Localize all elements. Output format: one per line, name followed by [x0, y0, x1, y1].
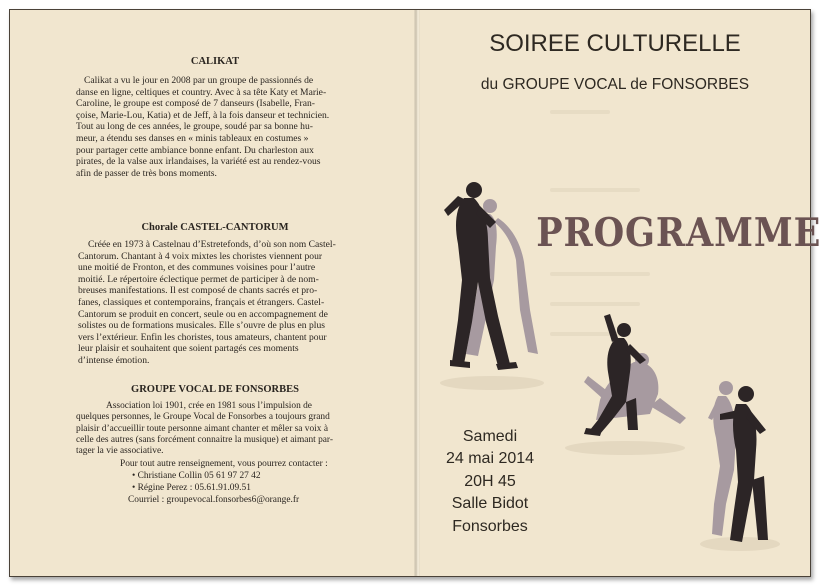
- dancing-couple-dip-icon: [565, 314, 686, 455]
- castel-line: d’intense émotion.: [78, 354, 150, 366]
- contact-collin: Christiane Collin 05 61 97 27 42: [137, 471, 261, 481]
- groupe-paragraph: [76, 401, 388, 457]
- calikat-title: CALIKAT: [190, 56, 240, 67]
- castel-paragraph: [78, 239, 380, 367]
- calikat-line: danse en ligne, celtiques et country. Avec à sa tête Katy et Marie-: [76, 86, 327, 98]
- dancing-couple-swing-icon: [700, 381, 780, 551]
- contact-perez: Régine Perez : 05.61.91.09.51: [137, 483, 251, 493]
- castel-line: solistes ou de formations musicales. Elle s’ouvre de plus en plus: [78, 320, 325, 332]
- groupe-line: celle des autres (sans forcément connaitre la musique) et aimant par-: [76, 434, 333, 445]
- groupe-line: tager la vie associative.: [76, 446, 164, 457]
- groupe-line: Association loi 1901, crée en 1981 sous l’impulsion de: [106, 401, 312, 411]
- castel-line: Créée en 1973 à Castelnau d’Estretefonds, d’où son nom Castel-: [88, 239, 336, 250]
- dancing-couple-tango-icon: [440, 182, 544, 390]
- event-details: [430, 426, 550, 538]
- calikat-line: afin de passer de très bons moments.: [76, 167, 217, 179]
- event-town: Fonsorbes: [452, 517, 528, 535]
- castel-line: fanes, classiques et contemporains, français et étrangers. Castel-: [78, 296, 325, 308]
- calikat-paragraph: [76, 75, 381, 179]
- castel-line: breuses manifestations. Il est composé de chants sacrés et pro-: [78, 285, 318, 297]
- groupe-title: GROUPE VOCAL DE FONSORBES: [131, 384, 299, 395]
- calikat-line: Tout au long de ces années, le groupe, soudé par sa bonne hu-: [76, 121, 313, 133]
- contact-item: [132, 471, 392, 483]
- calikat-line: pirates, de la valse aux irlandaises, la variété est au rendez-vous: [76, 156, 321, 168]
- castel-line: une moitié de Fronton, et des communes voisines pour l’autre: [78, 262, 316, 274]
- groupe-line: plaisir d’accueillir toute personne aimant chanter et mêler sa voix à: [76, 423, 328, 434]
- calikat-line: Caroline, le groupe est composé de 7 danseurs (Isabelle, Fran-: [76, 98, 315, 110]
- bullet-icon: •: [132, 483, 136, 493]
- event-subtitle: du GROUPE VOCAL de FONSORBES: [480, 76, 750, 93]
- calikat-line: çoise, Marie-Lou, Katia) et de Jeff, à la fois danseur et technicien.: [76, 109, 330, 121]
- castel-line: leur plaisir et souhaitent que soient partagés ces moments: [78, 343, 299, 355]
- groupe-line: quelques personnes, le Groupe Vocal de Fonsorbes a toujours grand: [76, 412, 330, 423]
- event-venue: Salle Bidot: [451, 495, 529, 513]
- brochure: [9, 9, 822, 577]
- castel-line: Cantorum. Chantant à 4 voix mixtes les choristes viennent pour: [78, 250, 323, 262]
- event-day: Samedi: [462, 428, 518, 445]
- calikat-line: meur, a étendu ses danses en « minis tableaux en costumes »: [76, 132, 309, 144]
- castel-line: Cantorum se produit en concert, seule ou en accompagnement de: [78, 308, 328, 320]
- contact-intro: Pour tout autre renseignement, vous pourrez contacter :: [120, 459, 328, 469]
- contact-email: Courriel : groupevocal.fonsorbes6@orange.fr: [128, 495, 300, 505]
- castel-line: moitié. Le répertoire éclectique permet de participer à de nom-: [78, 273, 319, 285]
- programme-heading: PROGRAMME: [536, 210, 822, 256]
- right-page: [420, 10, 822, 576]
- calikat-line: Calikat a vu le jour en 2008 par un groupe de passionnés de: [84, 75, 314, 86]
- left-page: [20, 10, 410, 576]
- castel-line: vers l’extérieur. Enfin les choristes, tous amateurs, chantent pour: [78, 331, 327, 343]
- event-title: SOIREE CULTURELLE: [489, 30, 741, 57]
- calikat-line: pour partager cette ambiance bonne enfant. Du charleston aux: [76, 144, 314, 156]
- bullet-icon: •: [132, 471, 136, 481]
- event-time: 20H 45: [464, 472, 516, 490]
- event-date: 24 mai 2014: [445, 450, 535, 468]
- castel-title: Chorale CASTEL-CANTORUM: [141, 222, 289, 233]
- contact-item: [132, 483, 392, 495]
